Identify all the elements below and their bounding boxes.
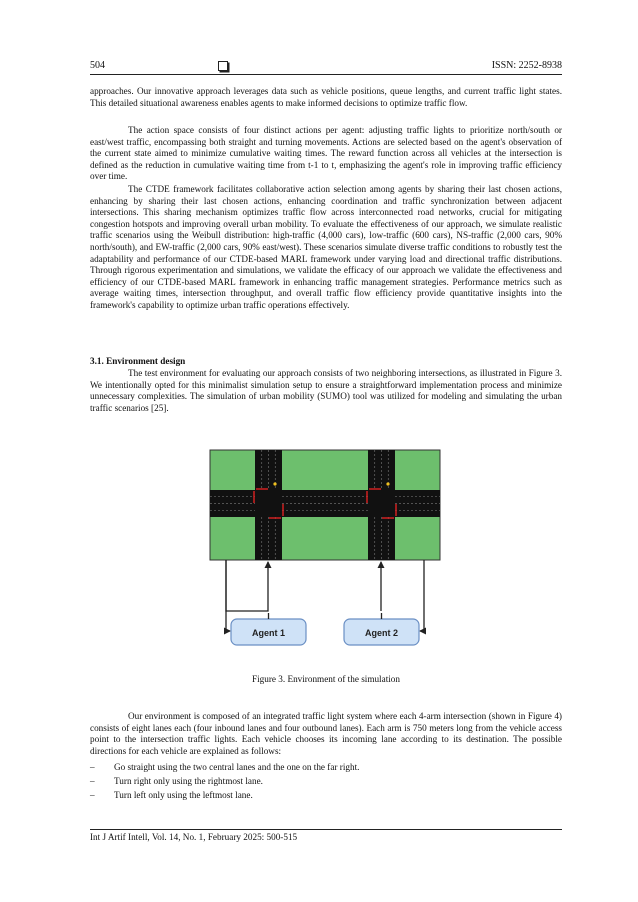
agent1-observation-arrow <box>226 560 230 631</box>
footer-rule <box>90 829 562 830</box>
paragraph-ctde: The CTDE framework facilitates collaborative action selection among agents by sharing their last chosen actions, enhancing by sharing their last chosen actions, enhancing coordination and traffic synchronization between adjacent intersections. This sharing mechanism optimizes traffic flow across interconnected road networks, crucial for mitigating congestion hotspots and improving overall urban mobility. To evaluate the effectiveness of our approach, we simulate realistic traffic scenarios using the Weibull distribution: high-traffic (4,000 cars), low-traffic (600 cars), NS-traffic (2,000 cars, 90% north/south), and EW-traffic (2,000 cars, 90% east/west). These scenarios simulate diverse traffic conditions to robustly test the adaptability and performance of our CTDE-based MARL framework under varying load and directional traffic distributions. Through rigorous experimentation and simulations, we validate the efficacy of our approach we validate the effectiveness and efficiency of our CTDE-based MARL framework in enhancing traffic management strategies. Performance metrics such as average waiting times, intersection throughput, and overall traffic flow efficiency provide quantitative insights into the framework's capability to optimize urban traffic operations effectively. <box>90 184 562 310</box>
paragraph-action-space: The action space consists of four distinct actions per agent: adjusting traffic lights to prioritize north/south or east/west traffic, encompassing both straight and turning movements. Actions are selected based on the agent's observation of the current state aimed to minimize cumulative waiting times. The reward function across all vehicles at the intersection is defined as the reduction in cumulative waiting time from t-1 to t, emphasizing the agent's role in improving traffic efficiency over time. <box>90 125 562 182</box>
journal-citation: Int J Artif Intell, Vol. 14, No. 1, February 2025: 500-515 <box>90 832 298 842</box>
list-item <box>90 762 562 774</box>
traffic-light-icon <box>386 482 389 485</box>
list-dash: – <box>90 776 95 787</box>
figure-caption: Figure 3. Environment of the simulation <box>251 674 400 684</box>
page-number: 504 <box>90 60 105 71</box>
paragraph-observation: approaches. Our innovative approach leverages data such as vehicle positions, queue lengths, and current traffic light states. This detailed situational awareness enables agents to make informed decisions to optimize traffic flow. <box>90 86 562 108</box>
square-bullet-icon <box>218 61 228 71</box>
page-header <box>90 60 562 74</box>
direction-list <box>90 762 562 805</box>
agent2-label: Agent 2 <box>364 628 399 638</box>
intersection-map <box>210 450 440 560</box>
list-dash: – <box>90 790 95 801</box>
list-item-text: Turn left only using the leftmost lane. <box>114 790 253 801</box>
agent1-action-arrow <box>226 560 268 611</box>
agent1-label: Agent 1 <box>251 628 286 638</box>
paragraph-environment: The test environment for evaluating our approach consists of two neighboring intersections, as illustrated in Figure 3. We intentionally opted for this minimalist simulation setup to ensure a straightforward implementation process and minimize unnecessary complexities. The simulation of urban mobility (SUMO) tool was utilized for modeling and simulating the urban traffic scenarios [25]. <box>90 368 562 413</box>
header-rule <box>90 74 562 75</box>
environment-figure <box>178 444 472 666</box>
agent2-observation-arrow <box>420 560 424 631</box>
list-dash: – <box>90 762 95 772</box>
issn-label: ISSN: 2252-8938 <box>491 60 562 71</box>
agent-2 <box>344 619 419 645</box>
paragraph-directions-intro: Our environment is composed of an integrated traffic light system where each 4-arm intersection (shown in Figure 4) consists of eight lanes each (four inbound lanes and four outbound lanes). Each arm is 750 meters long from the vehicle access point to the intersection traffic lights. Each vehicle chooses its incoming lane according to its destination. The possible directions for each vehicle are explained as follows: <box>90 711 562 756</box>
horizontal-road <box>210 490 440 517</box>
list-item-text: Go straight using the two central lanes and the one on the far right. <box>114 762 360 772</box>
list-item-text: Turn right only using the rightmost lane. <box>114 776 263 787</box>
agent-1 <box>231 619 306 645</box>
list-item <box>90 790 562 802</box>
section-heading: 3.1. Environment design <box>90 356 186 366</box>
list-item <box>90 776 562 788</box>
traffic-light-icon <box>273 482 276 485</box>
